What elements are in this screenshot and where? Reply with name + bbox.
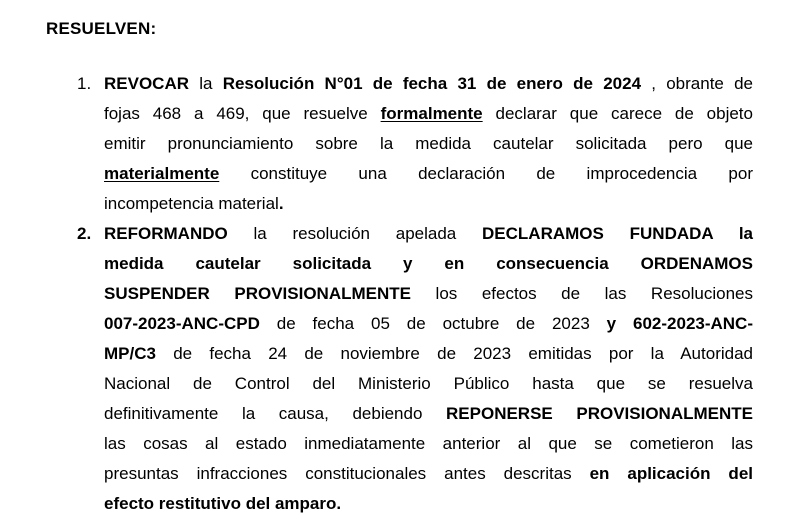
item-1-line	[104, 74, 753, 94]
text-run: MP/C3	[104, 344, 156, 363]
text-run: la	[189, 74, 223, 93]
text-run: , obrante de	[641, 74, 754, 93]
text-run: medida cautelar solicitada y en consecuencia ORDENAMOS	[104, 254, 753, 273]
item-1-number: 1.	[77, 74, 92, 93]
item-2-line	[104, 434, 753, 454]
item-2-line	[104, 314, 753, 334]
item-2-line	[104, 404, 753, 424]
text-run: constituye una declaración de improcedencia por	[219, 164, 753, 183]
text-run: los efectos de las Resoluciones	[410, 284, 753, 303]
text-run: de fecha 24 de noviembre de 2023 emitidas por la Autoridad	[155, 344, 753, 363]
text-run: en aplicación del	[589, 464, 753, 483]
text-run: incompetencia material	[104, 194, 279, 213]
text-run: SUSPENDER PROVISIONALMENTE	[104, 284, 411, 303]
item-1-line	[104, 104, 753, 124]
text-run: 007-2023-ANC-CPD	[104, 314, 260, 333]
item-2-line	[104, 224, 753, 244]
text-run: de fecha 05 de octubre de 2023	[259, 314, 607, 333]
text-run: materialmente	[104, 164, 220, 183]
text-run: Nacional de Control del Ministerio Público hasta que se resuelva	[104, 374, 753, 393]
item-2-number: 2.	[77, 224, 92, 243]
item-1-line	[104, 164, 753, 184]
text-run: formalmente	[380, 104, 483, 123]
item-2-line	[104, 284, 753, 304]
text-run: y 602-2023-ANC-	[606, 314, 754, 333]
text-run: definitivamente la causa, debiendo	[104, 404, 447, 423]
item-2-line	[104, 344, 753, 364]
text-run: REVOCAR	[104, 74, 190, 93]
item-1-line	[104, 134, 753, 154]
text-run: efecto restitutivo del amparo.	[104, 494, 342, 513]
text-run: presuntas infracciones constitucionales antes descritas	[104, 464, 590, 483]
item-2-line	[104, 464, 753, 484]
text-run: la resolución apelada	[227, 224, 483, 243]
item-2-line	[104, 254, 753, 274]
text-run: declarar que carece de objeto	[482, 104, 753, 123]
text-run: las cosas al estado inmediatamente anterior al que se cometieron las	[104, 434, 753, 453]
item-2-line	[104, 374, 753, 394]
item-2-line	[104, 494, 753, 514]
item-1-line	[104, 194, 753, 214]
text-run: REFORMANDO	[104, 224, 228, 243]
text-run: Resolución N°01 de fecha 31 de enero de 2024	[222, 74, 642, 93]
text-run: REPONERSE PROVISIONALMENTE	[446, 404, 753, 423]
section-heading: RESUELVEN:	[46, 19, 157, 38]
text-run: fojas 468 a 469, que resuelve	[104, 104, 381, 123]
text-run: .	[278, 194, 284, 213]
text-run: DECLARAMOS FUNDADA la	[482, 224, 753, 243]
text-run: emitir pronunciamiento sobre la medida cautelar solicitada pero que	[104, 134, 753, 153]
